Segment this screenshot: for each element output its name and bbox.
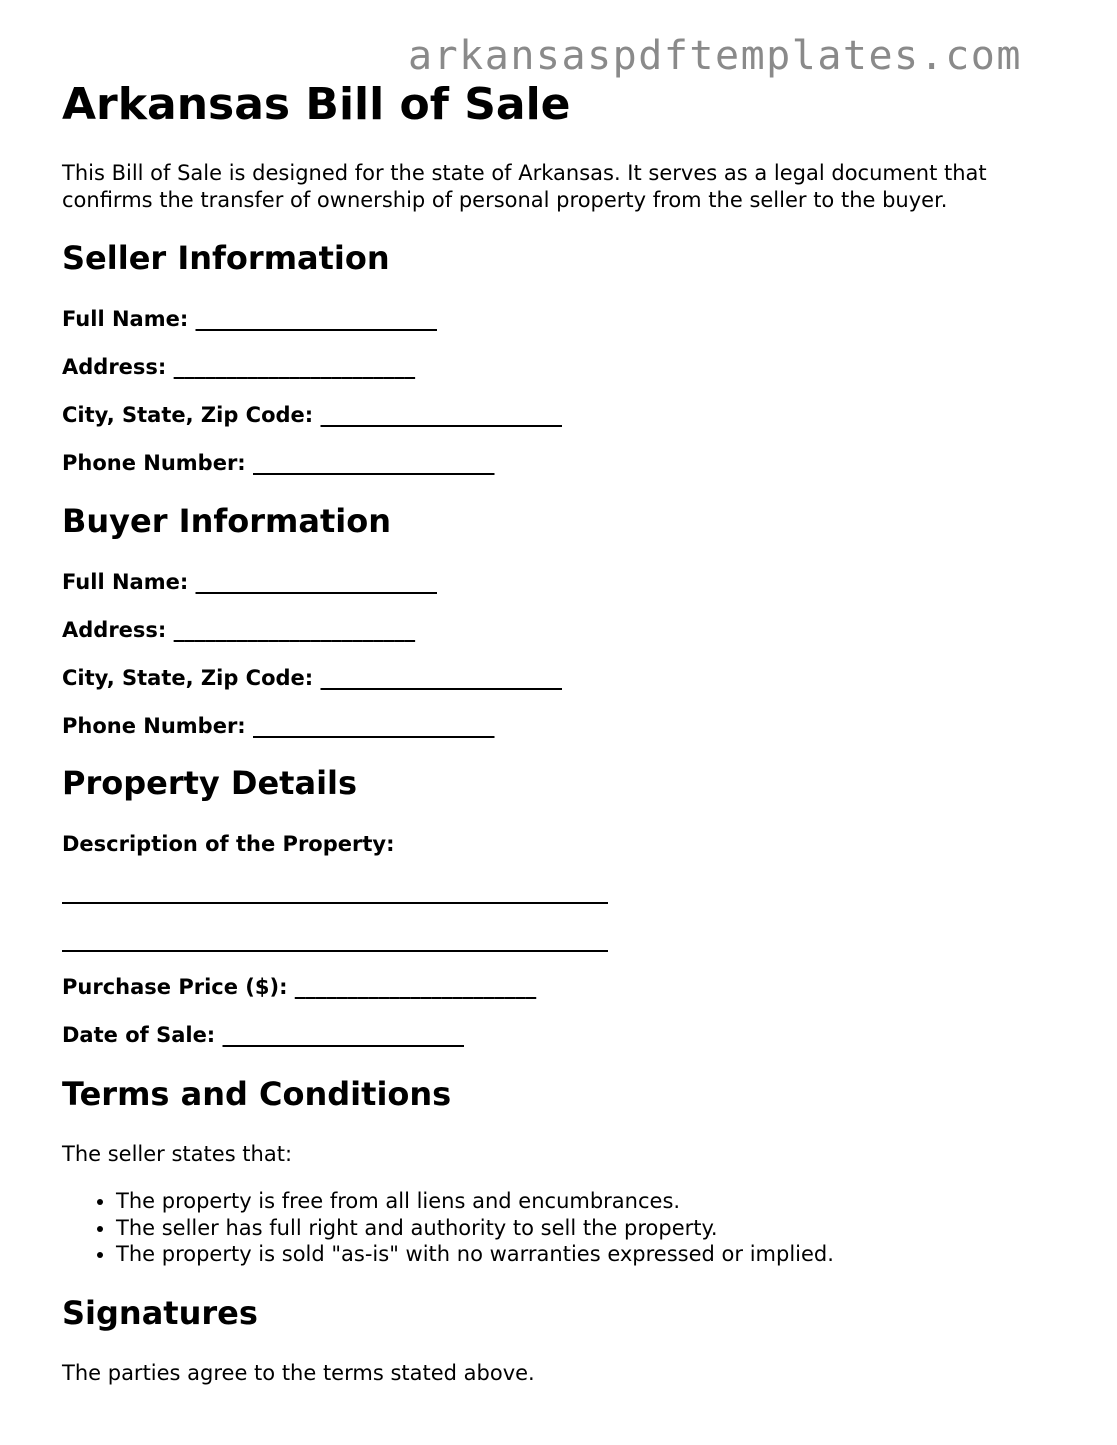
seller-city-state-zip-label: City, State, Zip Code: bbox=[62, 403, 314, 427]
buyer-address-field bbox=[62, 618, 415, 643]
seller-full-name-field bbox=[62, 307, 437, 332]
terms-item: • The property is free from all liens and encumbrances. bbox=[116, 1188, 834, 1215]
buyer-full-name-label: Full Name: bbox=[62, 570, 189, 594]
buyer-address-label: Address: bbox=[62, 618, 167, 642]
property-description-line-1[interactable]: ____________________________________________________ bbox=[62, 880, 608, 904]
seller-full-name-label: Full Name: bbox=[62, 307, 189, 331]
buyer-full-name-blank[interactable]: _______________________ bbox=[195, 570, 438, 594]
property-heading: Property Details bbox=[62, 764, 358, 802]
date-of-sale-label: Date of Sale: bbox=[62, 1023, 216, 1047]
watermark: arkansaspdftemplates.com bbox=[408, 33, 1022, 79]
document-title: Arkansas Bill of Sale bbox=[62, 79, 571, 130]
terms-list bbox=[62, 1188, 834, 1268]
buyer-phone-label: Phone Number: bbox=[62, 714, 246, 738]
terms-item: • The seller has full right and authority to sell the property. bbox=[116, 1215, 834, 1242]
seller-address-field bbox=[62, 355, 415, 380]
purchase-price-field bbox=[62, 975, 536, 1000]
seller-heading: Seller Information bbox=[62, 239, 390, 277]
property-description-label: Description of the Property: bbox=[62, 832, 395, 856]
seller-city-state-zip-field bbox=[62, 403, 562, 428]
property-description-line-2[interactable]: ____________________________________________________ bbox=[62, 928, 608, 952]
intro-paragraph: This Bill of Sale is designed for the state of Arkansas. It serves as a legal document that confirms the transfer of ownership of personal property from the seller to the buyer. bbox=[62, 161, 987, 212]
buyer-heading: Buyer Information bbox=[62, 502, 391, 540]
seller-address-blank[interactable]: _______________________ bbox=[173, 355, 416, 379]
seller-phone-field bbox=[62, 451, 495, 476]
seller-city-state-zip-blank[interactable]: _______________________ bbox=[320, 403, 562, 427]
buyer-phone-blank[interactable]: _______________________ bbox=[253, 714, 495, 738]
signatures-text: The parties agree to the terms stated above. bbox=[62, 1361, 535, 1385]
buyer-full-name-field bbox=[62, 570, 437, 595]
seller-address-label: Address: bbox=[62, 355, 167, 379]
terms-item: • The property is sold "as-is" with no warranties expressed or implied. bbox=[116, 1241, 834, 1268]
seller-phone-blank[interactable]: _______________________ bbox=[253, 451, 495, 475]
seller-full-name-blank[interactable]: _______________________ bbox=[195, 307, 438, 331]
buyer-city-state-zip-field bbox=[62, 666, 562, 691]
date-of-sale-blank[interactable]: _______________________ bbox=[222, 1023, 465, 1047]
terms-lead: The seller states that: bbox=[62, 1142, 293, 1166]
buyer-city-state-zip-label: City, State, Zip Code: bbox=[62, 666, 314, 690]
signatures-heading: Signatures bbox=[62, 1294, 258, 1332]
property-description-field bbox=[62, 832, 394, 857]
buyer-phone-field bbox=[62, 714, 495, 739]
date-of-sale-field bbox=[62, 1023, 464, 1048]
purchase-price-blank[interactable]: _______________________ bbox=[294, 975, 537, 999]
terms-heading: Terms and Conditions bbox=[62, 1075, 452, 1113]
buyer-city-state-zip-blank[interactable]: _______________________ bbox=[320, 666, 562, 690]
purchase-price-label: Purchase Price ($): bbox=[62, 975, 288, 999]
seller-phone-label: Phone Number: bbox=[62, 451, 246, 475]
buyer-address-blank[interactable]: _______________________ bbox=[173, 618, 416, 642]
